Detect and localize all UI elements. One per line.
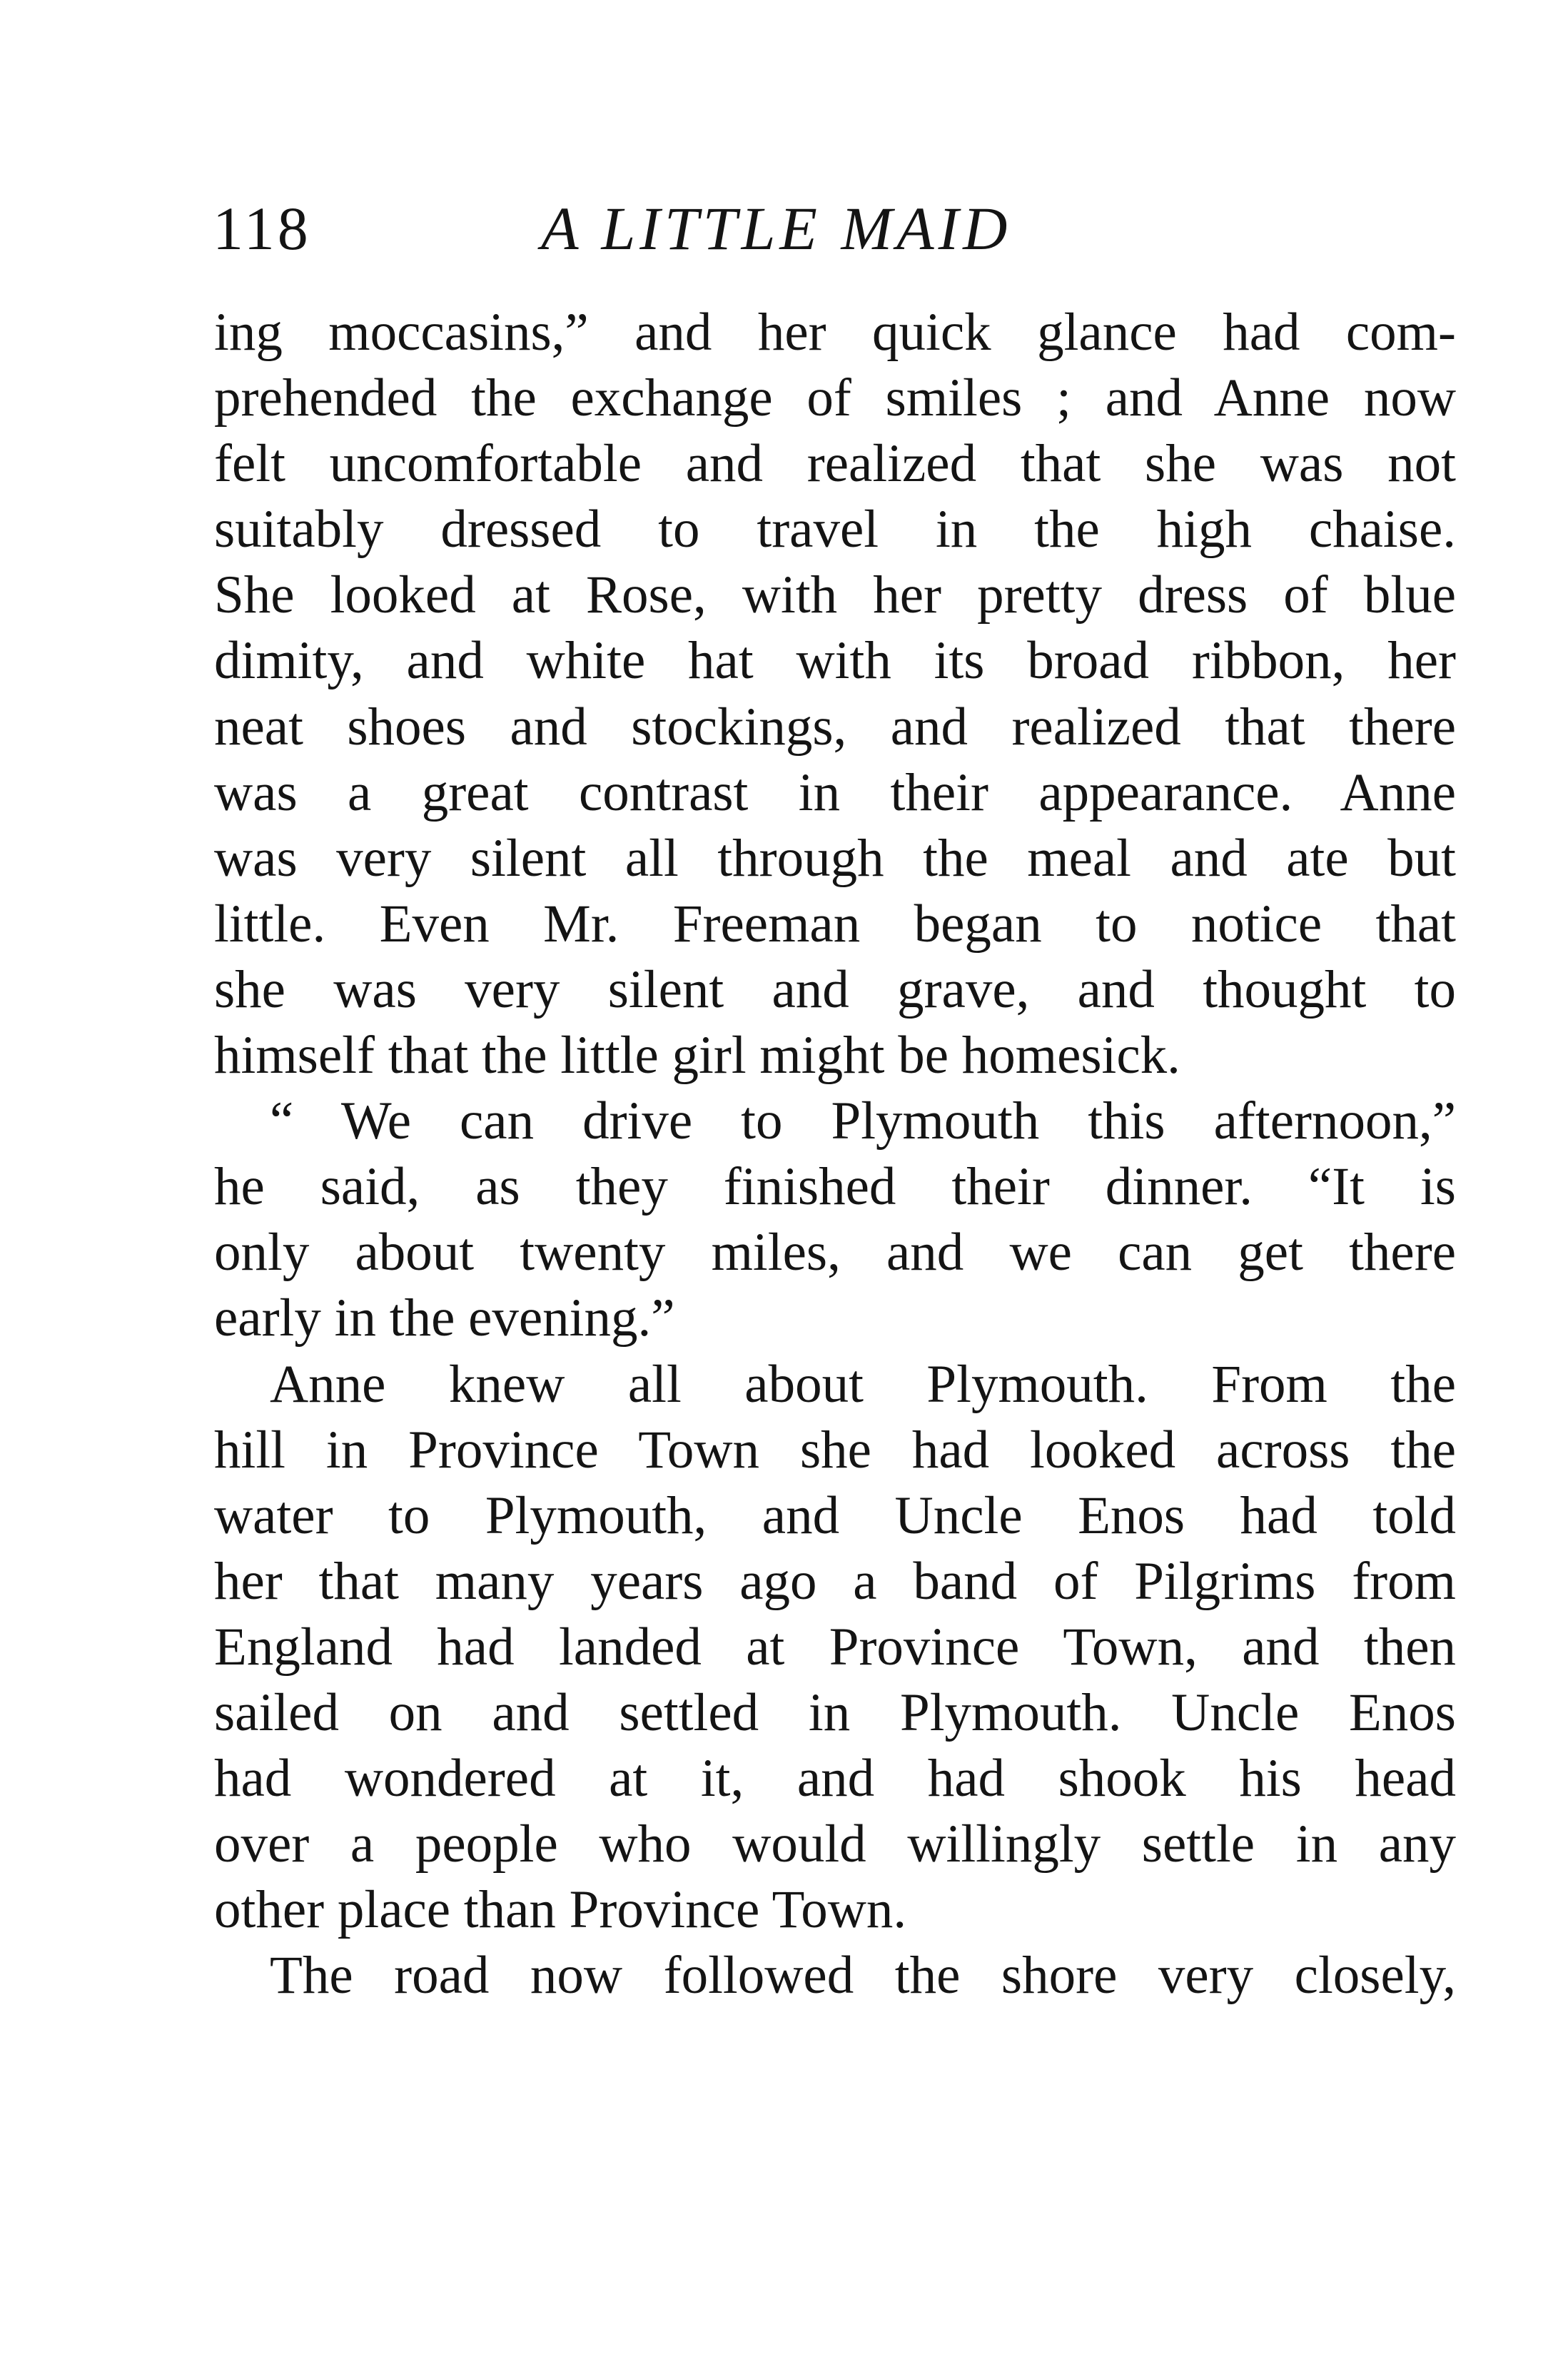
text-line: was very silent all through the meal and ate but bbox=[214, 828, 1456, 888]
text-line: early in the evening.” bbox=[214, 1288, 675, 1348]
text-line: sailed on and settled in Plymouth. Uncle Enos bbox=[214, 1682, 1456, 1742]
text-line: water to Plymouth, and Uncle Enos had told bbox=[214, 1485, 1456, 1545]
text-line: little. Even Mr. Freeman began to notice that bbox=[214, 894, 1456, 954]
text-line: She looked at Rose, with her pretty dress of blue bbox=[214, 565, 1456, 625]
running-title: A LITTLE MAID bbox=[541, 194, 1012, 263]
text-line: was a great contrast in their appearance. Anne bbox=[214, 762, 1456, 822]
text-line: felt uncomfortable and realized that she was not bbox=[214, 434, 1456, 494]
body-text bbox=[214, 300, 1456, 2009]
text-line: Anne knew all about Plymouth. From the bbox=[270, 1354, 1456, 1414]
text-line: suitably dressed to travel in the high chaise. bbox=[214, 500, 1456, 560]
text-line: dimity, and white hat with its broad ribbon, her bbox=[214, 631, 1456, 691]
text-line: other place than Province Town. bbox=[214, 1880, 907, 1940]
text-line: hill in Province Town she had looked across the bbox=[214, 1420, 1456, 1480]
text-line: he said, as they finished their dinner. “It is bbox=[214, 1157, 1456, 1217]
text-line: England had landed at Province Town, and then bbox=[214, 1617, 1456, 1677]
text-line: only about twenty miles, and we can get there bbox=[214, 1223, 1456, 1283]
text-line: her that many years ago a band of Pilgrims from bbox=[214, 1551, 1456, 1611]
text-line: over a people who would willingly settle in any bbox=[214, 1814, 1456, 1874]
text-line: himself that the little girl might be homesick. bbox=[214, 1026, 1180, 1086]
text-line: The road now followed the shore very closely, bbox=[270, 1946, 1456, 2006]
text-line: prehended the exchange of smiles ; and Anne now bbox=[214, 368, 1456, 428]
text-line: had wondered at it, and had shook his head bbox=[214, 1749, 1456, 1809]
text-line: neat shoes and stockings, and realized that there bbox=[214, 697, 1456, 757]
running-head bbox=[213, 189, 1455, 268]
page-number: 118 bbox=[213, 194, 311, 263]
text-line: she was very silent and grave, and thought to bbox=[214, 959, 1456, 1019]
text-line: ing moccasins,” and her quick glance had com- bbox=[214, 303, 1456, 362]
text-line: “ We can drive to Plymouth this afternoon,” bbox=[270, 1091, 1456, 1151]
